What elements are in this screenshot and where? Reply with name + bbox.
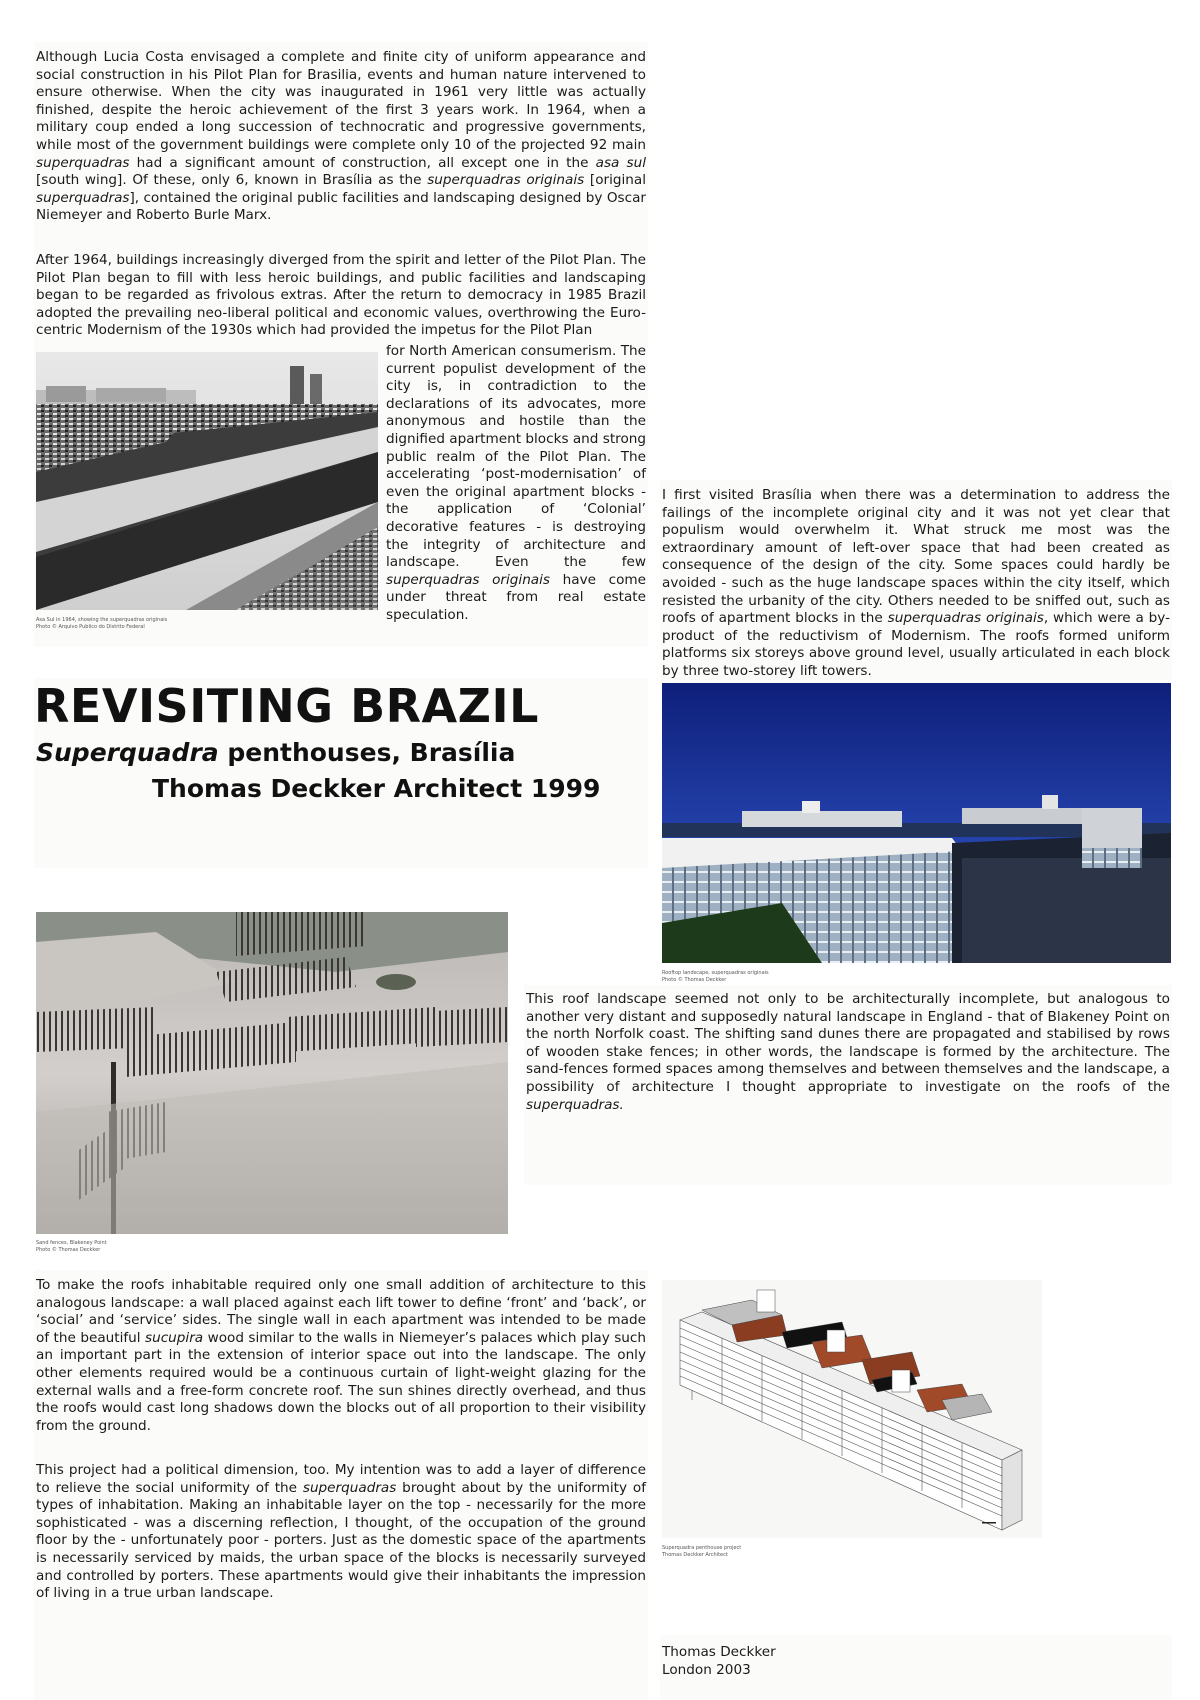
intro-paragraph: Although Lucia Costa envisaged a complete and finite city of uniform appearance and social construction in his Pilot Plan for Brasilia, events and human nature intervened to ensure otherwise. When the city was inaugurated in 1961 very little was actually finished, despite the heroic achievement of the first 3 years work. In 1964, when a military coup ended a long succession of technocratic and progressive governments, while most of the government buildings were complete only 10 of the projected 92 main superquadras had a significant amount of construction, all except one in the asa sul [south wing]. Of these, only 6, known in Brasília as the superquadras originais [original superquadras], contained the original public facilities and landscaping designed by Oscar Niemeyer and Roberto Burle Marx. [36,49,647,224]
page-byline: Thomas Deckker Architect 1999 [152,774,601,803]
sand-fences-photo-caption: Sand fences, Blakeney Point Photo © Thomas Deckker [36,1240,107,1253]
post-1964-paragraph: After 1964, buildings increasingly diverged from the spirit and letter of the Pilot Plan. The Pilot Plan began to fill with less heroic buildings, and public facilities and landscaping began to be regarded as frivolous extras. After the return to democracy in 1985 Brazil adopted the prevailing neo-liberal political and economic values, overthrowing the Euro-centric Modernism of the 1930s which had provided the impetus for the Pilot Plan [36,252,646,339]
page-subtitle: Superquadra penthouses, Brasília [36,738,516,767]
sand-fences-photo [36,912,508,1234]
inhabitable-roofs-paragraph: To make the roofs inhabitable required only one small addition of architecture to this analogous landscape: a wall placed against each lift tower to define ‘front’ and ‘back’, or ‘social’ and ‘service’ sides. The single wall in each apartment was intended to be made of the beautiful sucupira wood similar to the walls in Niemeyer’s palaces which play such an important part in the extension of interior space out into the landscape. The only other elements required would be a continuous curtain of light-weight glazing for the external walls and a free-form concrete roof. The sun shines directly overhead, and thus the roofs would cast long shadows down the blocks out of all proportion to their visibility from the ground. [36,1277,646,1434]
rooftop-photo-caption: Rooftop landscape, superquadras originais Photo © Thomas Deckker [662,970,769,983]
first-visit-paragraph: I first visited Brasília when there was a determination to address the failings of the incomplete original city and it was not yet clear that populism would overwhelm it. What struck me most was the extraordinary amount of left-over space that had been created as consequence of the design of the city. Some spaces could hardly be avoided - such as the huge landscape spaces within the city itself, which resisted the urbanity of the city. Others needed to be sniffed out, such as roofs of apartment blocks in the superquadras originais, which were a by-product of the reductivism of Modernism. The roofs formed uniform platforms six storeys above ground level, usually articulated in each block by three two-storey lift towers. [662,487,1170,679]
penthouse-project-drawing [662,1280,1042,1538]
rooftop-landscape-photo [662,683,1171,963]
populist-development-paragraph: for North American consumerism. The current populist development of the city is, in contradiction to the declarations of its advocates, more anonymous and hostile than the dignified apartment blocks and strong public realm of the Pilot Plan. The accelerating ‘post-modernisation’ of even the original apartment blocks - the application of ‘Colonial’ decorative features - is destroying the integrity of architecture and landscape. Even the few superquadras originais have come under threat from real estate speculation. [386,343,647,623]
roof-landscape-paragraph: This roof landscape seemed not only to be architecturally incomplete, but analogous to another very distant and supposedly natural landscape in England - that of Blakeney Point on the north Norfolk coast. The shifting sand dunes there are propagated and stabilised by rows of wooden stake fences; in other words, the landscape is formed by the architecture. The sand-fences formed spaces among themselves and between themselves and the landscape, a possibility of architecture I thought appropriate to investigate on the roofs of the superquadras. [526,991,1170,1113]
asa-sul-photo-caption: Asa Sul in 1964, showing the superquadras originais Photo © Arquivo Publico do Distrito Federal [36,617,168,630]
page-title: REVISITING BRAZIL [34,679,539,733]
place-date: London 2003 [662,1661,751,1678]
asa-sul-1964-photo [36,352,378,610]
author-signature [662,1644,962,1679]
project-drawing-caption: Superquadra penthouse project Thomas Deckker Architect [662,1545,742,1558]
political-dimension-paragraph: This project had a political dimension, too. My intention was to add a layer of difference to relieve the social uniformity of the superquadras brought about by the uniformity of types of inhabitation. Making an inhabitable layer on the top - necessarily for the more sophisticated - was a discerning reflection, I thought, of the occupation of the ground floor by the - unfortunately poor - porters. Just as the domestic space of the apartments is necessarily serviced by maids, the urban space of the blocks is necessarily surveyed and controlled by porters. These apartments would give their inhabitants the impression of living in a true urban landscape. [36,1462,646,1602]
author-name: Thomas Deckker [662,1644,776,1660]
